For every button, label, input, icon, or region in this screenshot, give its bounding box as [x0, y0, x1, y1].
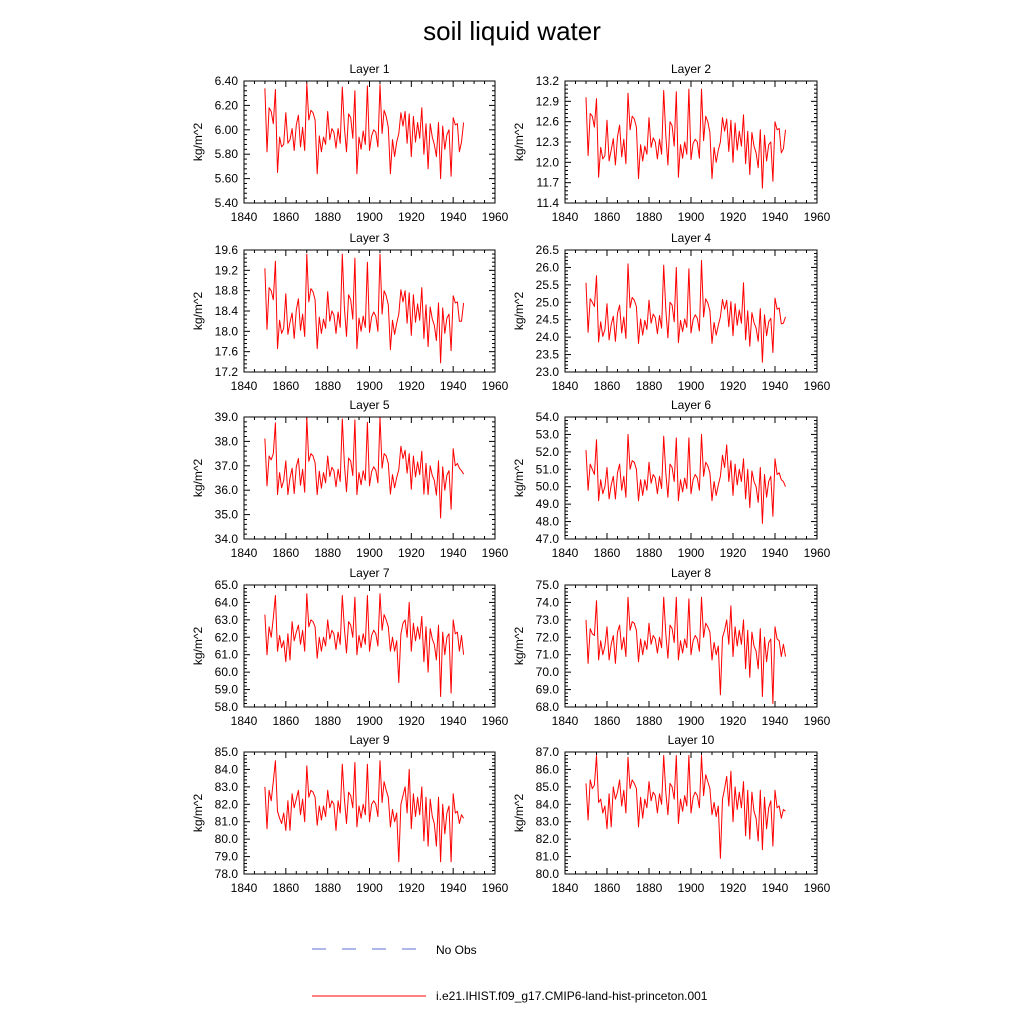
y-tick-label: 83.0	[535, 814, 559, 829]
y-tick-label: 11.4	[536, 196, 559, 210]
y-axis-label-layer-1: kg/m^2	[191, 122, 205, 162]
y-tick-label: 50.0	[535, 479, 559, 494]
x-tick-label: 1880	[314, 379, 342, 393]
y-tick-label: 18.8	[214, 283, 238, 298]
panel-layer-1	[191, 62, 509, 224]
x-tick-label: 1840	[551, 881, 579, 895]
panel-title-layer-3: Layer 3	[349, 231, 390, 245]
x-tick-label: 1840	[551, 210, 579, 224]
y-axis-label-layer-9: kg/m^2	[191, 793, 205, 833]
panel-layer-5	[191, 398, 509, 560]
y-tick-label: 12.0	[535, 155, 559, 170]
y-tick-label: 59.0	[214, 682, 238, 697]
x-tick-label: 1940	[439, 714, 467, 728]
y-tick-label: 73.0	[535, 612, 559, 627]
x-tick-label: 1920	[397, 379, 425, 393]
panel-layer-8	[512, 566, 831, 728]
x-tick-label: 1860	[593, 714, 621, 728]
series-line-layer-3	[265, 254, 464, 363]
y-tick-label: 13.2	[535, 74, 559, 88]
x-tick-label: 1900	[677, 210, 705, 224]
y-tick-label: 36.0	[214, 483, 238, 498]
y-tick-label: 84.0	[214, 762, 238, 777]
y-tick-label: 61.0	[214, 647, 238, 662]
series-line-layer-7	[265, 594, 464, 697]
series-line-layer-8	[586, 597, 786, 703]
y-tick-label: 49.0	[535, 497, 559, 512]
y-tick-label: 79.0	[214, 849, 238, 864]
x-tick-label: 1900	[356, 210, 383, 224]
series-line-layer-4	[586, 261, 786, 363]
x-tick-label: 1900	[677, 546, 705, 560]
y-tick-label: 19.2	[214, 263, 238, 278]
x-tick-label: 1880	[314, 714, 342, 728]
x-tick-label: 1840	[551, 379, 579, 393]
y-tick-label: 25.5	[535, 277, 559, 292]
x-tick-label: 1920	[397, 881, 425, 895]
y-tick-label: 18.4	[214, 304, 238, 318]
x-tick-label: 1860	[272, 546, 300, 560]
y-tick-label: 65.0	[214, 578, 238, 592]
y-tick-label: 38.0	[214, 434, 238, 449]
legend	[312, 943, 708, 1003]
x-tick-label: 1880	[635, 210, 663, 224]
y-tick-label: 5.40	[214, 196, 238, 210]
x-tick-label: 1900	[677, 379, 705, 393]
series-line-layer-6	[586, 434, 786, 523]
y-tick-label: 51.0	[535, 462, 559, 477]
x-tick-label: 1960	[481, 210, 509, 224]
y-axis-label-layer-5: kg/m^2	[191, 458, 205, 498]
panel-layer-2	[512, 62, 831, 224]
y-tick-label: 78.0	[214, 867, 238, 881]
x-tick-label: 1860	[593, 546, 621, 560]
x-tick-label: 1880	[635, 881, 663, 895]
y-tick-label: 81.0	[535, 849, 559, 864]
panel-title-layer-6: Layer 6	[670, 398, 712, 412]
y-tick-label: 70.0	[535, 665, 559, 680]
y-tick-label: 6.40	[214, 74, 238, 88]
y-tick-label: 37.0	[214, 458, 238, 473]
x-tick-label: 1960	[481, 546, 509, 560]
x-tick-label: 1880	[635, 379, 663, 393]
x-tick-label: 1920	[719, 714, 747, 728]
y-tick-label: 87.0	[535, 745, 559, 759]
y-tick-label: 19.6	[214, 243, 238, 257]
y-tick-label: 80.0	[535, 867, 559, 881]
x-tick-label: 1940	[761, 714, 789, 728]
panel-title-layer-2: Layer 2	[670, 62, 712, 76]
x-tick-label: 1960	[803, 546, 831, 560]
panel-title-layer-10: Layer 10	[667, 733, 715, 747]
y-tick-label: 82.0	[214, 797, 238, 812]
y-tick-label: 48.0	[535, 514, 559, 529]
y-axis-label-layer-2: kg/m^2	[512, 122, 526, 162]
y-axis-label-layer-4: kg/m^2	[512, 291, 526, 331]
y-tick-label: 52.0	[535, 444, 559, 459]
x-tick-label: 1860	[272, 379, 300, 393]
x-tick-label: 1920	[397, 546, 425, 560]
x-tick-label: 1860	[593, 881, 621, 895]
series-line-layer-1	[265, 83, 464, 178]
y-axis-label-layer-8: kg/m^2	[512, 626, 526, 666]
x-tick-label: 1920	[719, 881, 747, 895]
x-tick-label: 1840	[230, 379, 258, 393]
y-tick-label: 80.0	[214, 832, 238, 847]
series-line-layer-9	[265, 761, 464, 862]
x-tick-label: 1840	[230, 210, 258, 224]
y-tick-label: 24.5	[535, 312, 559, 327]
x-tick-label: 1940	[761, 379, 789, 393]
y-axis-label-layer-10: kg/m^2	[512, 793, 526, 833]
x-tick-label: 1920	[397, 210, 425, 224]
x-tick-label: 1940	[761, 546, 789, 560]
y-axis-label-layer-6: kg/m^2	[512, 458, 526, 498]
x-tick-label: 1840	[230, 714, 258, 728]
panel-layer-6	[512, 398, 831, 560]
x-tick-label: 1900	[356, 546, 383, 560]
legend-model-label: i.e21.IHIST.f09_g17.CMIP6-land-hist-princeton.001	[436, 989, 708, 1003]
y-tick-label: 34.0	[214, 532, 238, 546]
y-tick-label: 69.0	[535, 682, 559, 697]
panel-layer-10	[512, 733, 831, 895]
y-tick-label: 81.0	[214, 814, 238, 829]
x-tick-label: 1920	[719, 210, 747, 224]
panel-title-layer-9: Layer 9	[349, 733, 390, 747]
panel-title-layer-8: Layer 8	[670, 566, 712, 580]
y-tick-label: 24.0	[535, 330, 559, 345]
y-tick-label: 18.0	[214, 324, 238, 339]
x-tick-label: 1860	[593, 379, 621, 393]
y-tick-label: 17.6	[214, 344, 238, 359]
y-tick-label: 47.0	[535, 532, 559, 546]
x-tick-label: 1940	[761, 881, 789, 895]
y-tick-label: 25.0	[535, 295, 559, 310]
x-tick-label: 1960	[803, 210, 831, 224]
plot-frame-layer-3	[244, 250, 495, 372]
y-tick-label: 23.0	[535, 365, 559, 379]
x-tick-label: 1860	[272, 881, 300, 895]
plot-frame-layer-6	[565, 417, 817, 539]
x-tick-label: 1840	[230, 546, 258, 560]
y-tick-label: 71.0	[535, 647, 559, 662]
x-tick-label: 1840	[551, 714, 579, 728]
x-tick-label: 1880	[635, 546, 663, 560]
y-tick-label: 74.0	[535, 595, 559, 610]
y-tick-label: 63.0	[214, 612, 238, 627]
y-tick-label: 26.5	[535, 243, 559, 257]
panel-layer-3	[191, 231, 509, 393]
y-tick-label: 5.80	[214, 147, 238, 162]
series-line-layer-10	[586, 756, 786, 859]
x-tick-label: 1960	[803, 379, 831, 393]
y-tick-label: 72.0	[535, 630, 559, 645]
y-tick-label: 26.0	[535, 260, 559, 275]
y-tick-label: 83.0	[214, 779, 238, 794]
y-tick-label: 5.60	[214, 171, 238, 186]
x-tick-label: 1900	[677, 714, 705, 728]
x-tick-label: 1940	[439, 379, 467, 393]
y-tick-label: 23.5	[535, 347, 559, 362]
x-tick-label: 1960	[481, 379, 509, 393]
y-tick-label: 35.0	[214, 507, 238, 522]
y-tick-label: 58.0	[214, 700, 238, 714]
y-tick-label: 84.0	[535, 797, 559, 812]
series-line-layer-5	[265, 417, 464, 518]
y-tick-label: 12.6	[535, 114, 559, 129]
legend-no-obs-label: No Obs	[436, 943, 477, 957]
x-tick-label: 1860	[272, 714, 300, 728]
y-tick-label: 64.0	[214, 595, 238, 610]
y-tick-label: 85.0	[214, 745, 238, 759]
x-tick-label: 1880	[635, 714, 663, 728]
panel-title-layer-5: Layer 5	[349, 398, 390, 412]
y-axis-label-layer-3: kg/m^2	[191, 291, 205, 331]
x-tick-label: 1920	[719, 546, 747, 560]
y-axis-label-layer-7: kg/m^2	[191, 626, 205, 666]
y-tick-label: 68.0	[535, 700, 559, 714]
y-tick-label: 17.2	[214, 365, 238, 379]
x-tick-label: 1900	[356, 881, 383, 895]
y-tick-label: 62.0	[214, 630, 238, 645]
y-tick-label: 82.0	[535, 832, 559, 847]
x-tick-label: 1940	[761, 210, 789, 224]
y-tick-label: 12.9	[535, 94, 559, 109]
x-tick-label: 1940	[439, 210, 467, 224]
figure-title: soil liquid water	[423, 16, 601, 46]
y-tick-label: 75.0	[535, 578, 559, 592]
x-tick-label: 1940	[439, 881, 467, 895]
x-tick-label: 1900	[356, 714, 383, 728]
x-tick-label: 1880	[314, 210, 342, 224]
y-tick-label: 53.0	[535, 427, 559, 442]
x-tick-label: 1960	[803, 714, 831, 728]
panel-layer-4	[512, 231, 831, 393]
y-tick-label: 85.0	[535, 779, 559, 794]
x-tick-label: 1920	[397, 714, 425, 728]
x-tick-label: 1860	[272, 210, 300, 224]
x-tick-label: 1960	[481, 881, 509, 895]
x-tick-label: 1940	[439, 546, 467, 560]
x-tick-label: 1900	[677, 881, 705, 895]
panels-group	[191, 62, 831, 895]
x-tick-label: 1960	[803, 881, 831, 895]
y-tick-label: 6.00	[214, 122, 238, 137]
x-tick-label: 1840	[551, 546, 579, 560]
x-tick-label: 1880	[314, 546, 342, 560]
y-tick-label: 6.20	[214, 98, 238, 113]
panel-layer-7	[191, 566, 509, 728]
y-tick-label: 54.0	[535, 410, 559, 424]
x-tick-label: 1900	[356, 379, 383, 393]
y-tick-label: 86.0	[535, 762, 559, 777]
y-tick-label: 12.3	[535, 135, 559, 149]
plot-frame-layer-2	[565, 81, 817, 203]
y-tick-label: 11.7	[536, 175, 559, 190]
x-tick-label: 1960	[481, 714, 509, 728]
panel-title-layer-7: Layer 7	[349, 566, 390, 580]
x-tick-label: 1860	[593, 210, 621, 224]
x-tick-label: 1920	[719, 379, 747, 393]
y-tick-label: 39.0	[214, 410, 238, 424]
x-tick-label: 1840	[230, 881, 258, 895]
x-tick-label: 1880	[314, 881, 342, 895]
panel-title-layer-4: Layer 4	[670, 231, 712, 245]
series-line-layer-2	[586, 89, 786, 188]
y-tick-label: 60.0	[214, 665, 238, 680]
panel-layer-9	[191, 733, 509, 895]
panel-title-layer-1: Layer 1	[349, 62, 390, 76]
